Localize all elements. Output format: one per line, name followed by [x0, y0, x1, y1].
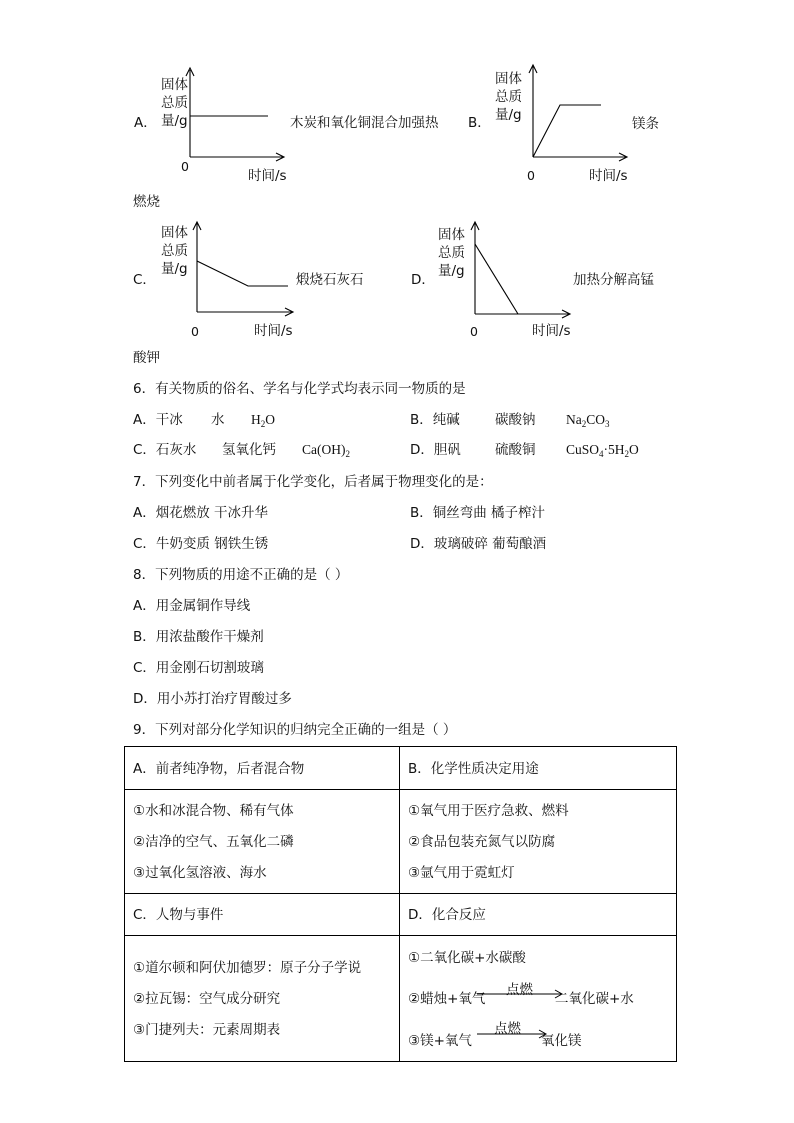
option-c[interactable]: C．石灰水 — [133, 442, 197, 458]
graph-caption: 木炭和氧化铜混合加强热 — [290, 115, 439, 131]
reaction-condition: 点燃 — [506, 982, 533, 998]
table-divider-vertical — [399, 747, 400, 1061]
y-axis-label-line1: 固体 — [161, 225, 188, 241]
y-axis-label-line1: 固体 — [438, 227, 465, 243]
cell-b-item: ③氩气用于霓虹灯 — [408, 865, 515, 881]
graph-d-caption-wrap: 酸钾 — [133, 350, 160, 366]
graph-caption: 镁条 — [632, 116, 659, 132]
cell-c-item: ①道尔顿和阿伏加德罗：原子分子学说 — [133, 960, 362, 976]
option-a-formula: $H_2O$ — [251, 412, 275, 429]
x-axis-label: 时间/s — [248, 168, 287, 184]
cell-a-item: ①水和冰混合物、稀有气体 — [133, 803, 294, 819]
y-axis-label-line3: 量/g — [161, 113, 188, 129]
option-b-name: 碳酸钠 — [495, 412, 536, 428]
option-d-label: D． — [411, 272, 435, 288]
origin-label: 0 — [470, 324, 478, 339]
y-axis-label-line3: 量/g — [438, 263, 465, 279]
table-divider — [125, 935, 676, 936]
option-a-label: A． — [134, 115, 157, 131]
y-axis-label-line1: 固体 — [161, 77, 188, 93]
cell-c-item: ③门捷列夫：元素周期表 — [133, 1022, 281, 1038]
cell-b-header[interactable]: B．化学性质决定用途 — [408, 761, 539, 777]
graph-d-plot — [0, 0, 794, 400]
graph-b-caption-wrap: 燃烧 — [133, 194, 160, 210]
option-d-formula: $CuSO_4\cdot 5H_2O$ — [566, 442, 639, 459]
option-b-label: B． — [468, 115, 491, 131]
cell-b-item: ②食品包装充氮气以防腐 — [408, 834, 556, 850]
y-axis-label-line3: 量/g — [161, 261, 188, 277]
cell-a-header[interactable]: A．前者纯净物，后者混合物 — [133, 761, 305, 777]
y-axis-label-line3: 量/g — [495, 107, 522, 123]
option-c[interactable]: C．用金刚石切割玻璃 — [133, 660, 264, 676]
option-b[interactable]: B．纯碱 — [410, 412, 460, 428]
option-d-name: 硫酸铜 — [495, 442, 536, 458]
graph-caption: 煅烧石灰石 — [296, 272, 364, 288]
question-stem: 7．下列变化中前者属于化学变化，后者属于物理变化的是： — [133, 474, 493, 490]
option-a[interactable]: A．干冰 — [133, 412, 183, 428]
question-9-stem: 9．下列对部分化学知识的归纳完全正确的一组是（ ） — [133, 722, 457, 738]
question-stem: 8．下列物质的用途不正确的是（ ） — [133, 567, 349, 583]
cell-a-item: ②洁净的空气、五氧化二磷 — [133, 834, 294, 850]
x-axis-label: 时间/s — [589, 168, 628, 184]
origin-label: 0 — [527, 168, 535, 183]
option-a[interactable]: A．烟花燃放 干冰升华 — [133, 505, 269, 521]
cell-d-item-right: 氧化镁 — [541, 1033, 582, 1049]
cell-b-item: ①氧气用于医疗急救、燃料 — [408, 803, 569, 819]
reaction-condition: 点燃 — [494, 1021, 521, 1037]
y-axis-label-line2: 总质 — [495, 89, 522, 105]
option-c-name: 氢氧化钙 — [222, 442, 276, 458]
table-divider — [125, 789, 676, 790]
option-b-formula: $Na_2CO_3$ — [566, 412, 610, 429]
question-9-table — [124, 746, 677, 1062]
graph-caption: 加热分解高锰 — [573, 272, 654, 288]
option-d[interactable]: D．玻璃破碎 葡萄酿酒 — [410, 536, 547, 552]
cell-d-item: ①二氧化碳+水碳酸 — [408, 950, 526, 966]
cell-d-item-left: ③镁+氧气 — [408, 1033, 472, 1049]
option-b[interactable]: B．用浓盐酸作干燥剂 — [133, 629, 264, 645]
table-divider — [125, 893, 676, 894]
option-b[interactable]: B．铜丝弯曲 橘子榨汁 — [410, 505, 546, 521]
origin-label: 0 — [181, 159, 189, 174]
option-c-label: C． — [133, 272, 156, 288]
reaction-arrow-icon — [477, 1029, 549, 1039]
cell-c-item: ②拉瓦锡：空气成分研究 — [133, 991, 281, 1007]
x-axis-label: 时间/s — [254, 323, 293, 339]
data-line — [475, 244, 518, 314]
option-c-formula: $Ca(OH)_2$ — [302, 442, 350, 459]
y-axis-label-line2: 总质 — [161, 95, 188, 111]
y-axis-label-line2: 总质 — [438, 245, 465, 261]
y-axis-label-line2: 总质 — [161, 243, 188, 259]
option-d[interactable]: D．胆矾 — [410, 442, 461, 458]
cell-c-header[interactable]: C．人物与事件 — [133, 907, 224, 923]
reaction-arrow-icon — [477, 989, 565, 999]
option-d[interactable]: D．用小苏打治疗胃酸过多 — [133, 691, 292, 707]
cell-d-item-right: 二氧化碳+水 — [555, 991, 634, 1007]
cell-d-header[interactable]: D．化合反应 — [408, 907, 486, 923]
cell-d-item-left: ②蜡烛+氧气 — [408, 991, 486, 1007]
option-a[interactable]: A．用金属铜作导线 — [133, 598, 251, 614]
cell-a-item: ③过氧化氢溶液、海水 — [133, 865, 267, 881]
question-stem: 6．有关物质的俗名、学名与化学式均表示同一物质的是 — [133, 381, 466, 397]
origin-label: 0 — [191, 324, 199, 339]
option-a-name: 水 — [211, 412, 225, 428]
x-axis-label: 时间/s — [532, 323, 571, 339]
y-axis-label-line1: 固体 — [495, 71, 522, 87]
option-c[interactable]: C．牛奶变质 钢铁生锈 — [133, 536, 269, 552]
